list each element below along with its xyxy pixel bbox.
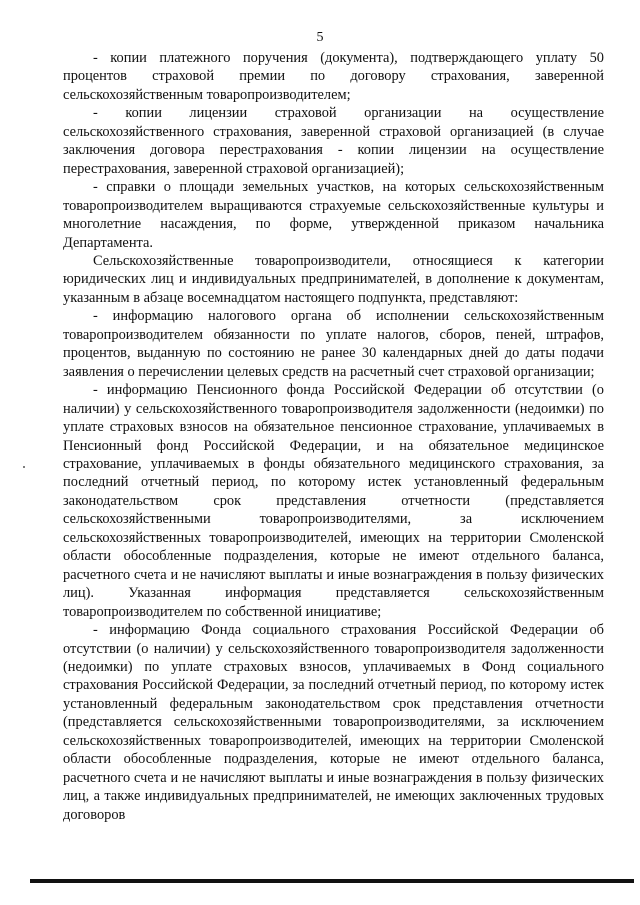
- paragraph-land-area-certificate: - справки о площади земельных участков, на которых сельскохозяйственным товаропроизводителем выращиваются страхуемые сельскохозяйственные культуры и многолетние насаждения, по форме, утвержденной приказом начальника Департамента.: [63, 179, 604, 251]
- paragraph-legal-entities-intro: Сельскохозяйственные товаропроизводители, относящиеся к категории юридических лиц и индивидуальных предпринимателей, в дополнение к документам, указанным в абзаце восемнадцатом настоящего подпункта, представляют:: [63, 252, 604, 306]
- page-number: 5: [316, 30, 324, 45]
- bottom-rule: [30, 879, 634, 883]
- document-body: [63, 49, 604, 824]
- paragraph-pension-fund-info: - информацию Пенсионного фонда Российской Федерации об отсутствии (о наличии) у сельскохозяйственного товаропроизводителя задолженности (недоимки) по уплате страховых взносов на обязательное пенсионное страхование, уплачиваемых в Пенсионный фонд Российской Федерации, и на обязательное медицинское страхование, уплачиваемых в фонды обязательного медицинского страхования, за последний отчетный период, по которому истек установленный федеральным законодательством срок представления отчетности (представляется сельскохозяйственными товаропроизводителями, за исключением сельскохозяйственных товаропроизводителей, имеющих на территории Смоленской области обособленные подразделения, которые не имеют отдельного баланса, расчетного счета и не начисляют выплаты и иные вознаграждения в пользу физических лиц). Указанная информация представляется сельскохозяйственным товаропроизводителем по собственной инициативе;: [63, 382, 604, 620]
- paragraph-payment-order-copy: - копии платежного поручения (документа), подтверждающего уплату 50 процентов страховой премии по договору страхования, заверенной сельскохозяйственным товаропроизводителем;: [63, 50, 604, 103]
- scan-speck: [23, 466, 25, 468]
- paragraph-social-insurance-fund-info: - информацию Фонда социального страхования Российской Федерации об отсутствии (о наличии) у сельскохозяйственного товаропроизводителя задолженности (недоимки) по уплате страховых взносов, уплачиваемых в Фонд социального страхования Российской Федерации, за последний отчетный период, по которому истек установленный федеральным законодательством срок представления отчетности (представляется сельскохозяйственными товаропроизводителями, за исключением сельскохозяйственных товаропроизводителей, имеющих на территории Смоленской области обособленные подразделения, которые не имеют отдельного баланса, расчетного счета и не начисляют выплаты и иные вознаграждения в пользу физических лиц, а также индивидуальных предпринимателей, не имеющих заключенных трудовых договоров: [63, 622, 604, 823]
- paragraph-insurer-license-copy: - копии лицензии страховой организации на осуществление сельскохозяйственного страхования, заверенной страховой организацией (в случае заключения договора перестрахования - копии лицензии на осуществление перестрахования, заверенной страховой организацией);: [63, 105, 604, 177]
- paragraph-tax-authority-info: - информацию налогового органа об исполнении сельскохозяйственным товаропроизводителем обязанности по уплате налогов, сборов, пеней, штрафов, процентов, выданную по состоянию не ранее 30 календарных дней до даты подачи заявления о перечислении целевых средств на расчетный счет страховой организации;: [63, 308, 604, 380]
